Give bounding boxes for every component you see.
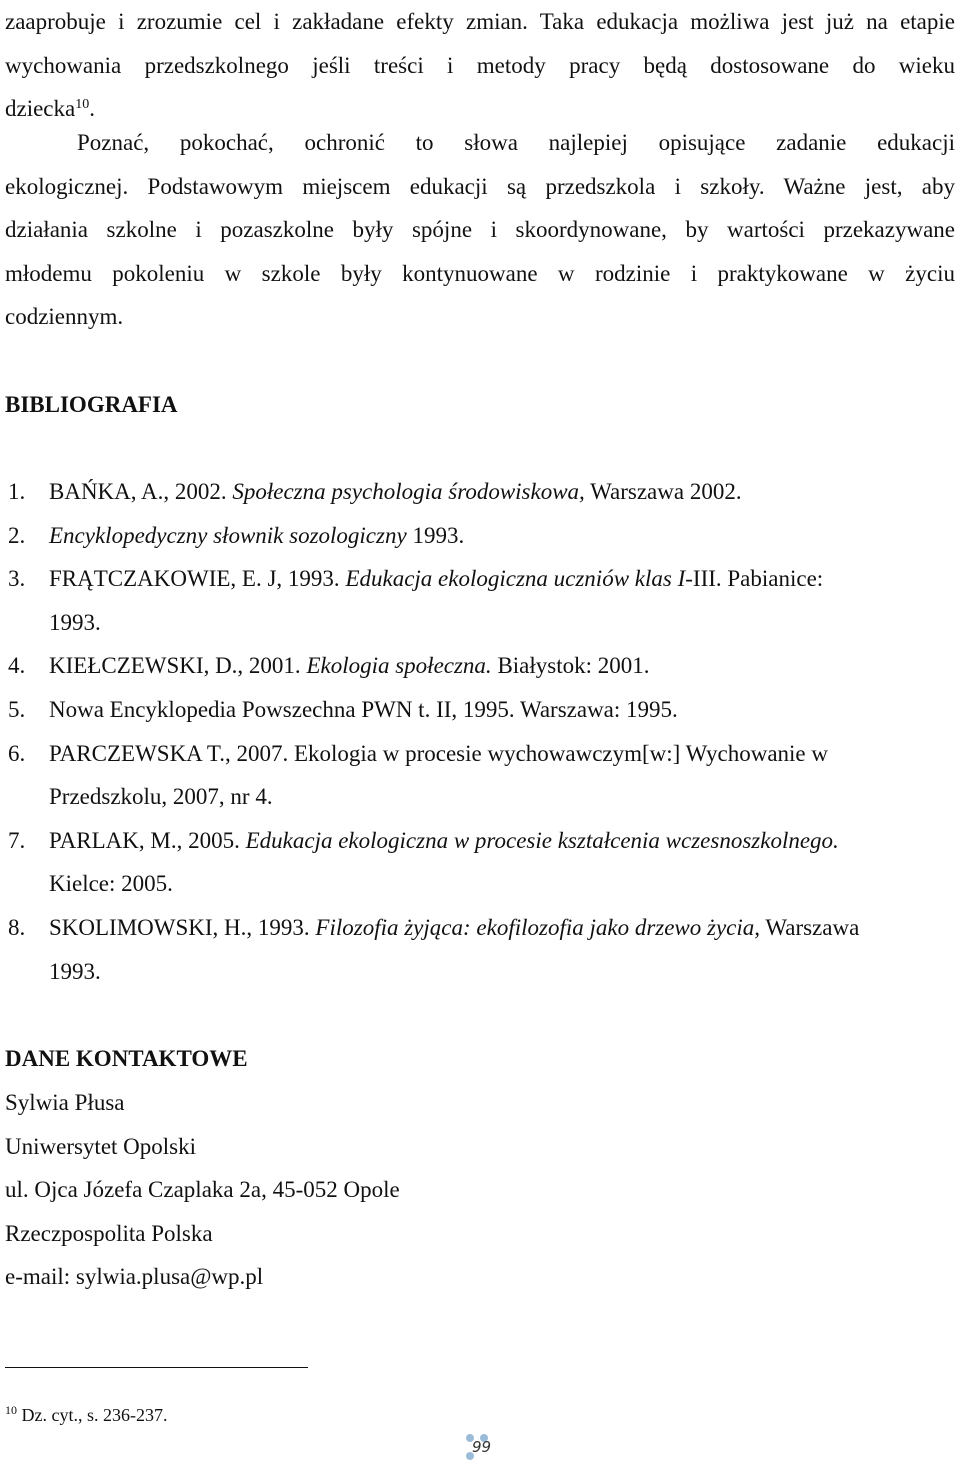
paragraph-line: ekologicznej. Podstawowym miejscem edukacji są przedszkola i szkoły. Ważne jest, aby: [5, 173, 955, 199]
paragraph-line: wychowania przedszkolnego jeśli treści i metody pracy będą dostosowane do wieku: [5, 52, 955, 78]
bibliography-item-line: [49, 644, 955, 688]
bibliography-item-line: [49, 906, 955, 950]
paragraph-line: Poznać, pokochać, ochronić to słowa najlepiej opisujące zadanie edukacji: [77, 130, 955, 155]
bibliography-item-line: [49, 688, 955, 732]
contact-address: ul. Ojca Józefa Czaplaka 2a, 45-052 Opole: [5, 1177, 400, 1203]
bibliography-item: [5, 906, 955, 993]
bibliography-item-number: 6.: [8, 740, 26, 766]
bibliography-item-number: 7.: [8, 827, 26, 853]
bibliography-title: Edukacja ekologiczna uczniów klas I: [345, 566, 686, 592]
bibliography-item-number: 3.: [8, 566, 26, 592]
bibliography-item: [5, 819, 955, 906]
bibliography-text: Przedszkolu, 2007, nr 4.: [49, 784, 273, 810]
paragraph-line: młodemu pokoleniu w szkole były kontynuowane w rodzinie i praktykowane w życiu: [5, 260, 955, 286]
bibliography-list: [5, 470, 955, 993]
paragraph-line: zaaprobuje i zrozumie cel i zakładane efekty zmian. Taka edukacja możliwa jest już na etapie: [5, 9, 955, 34]
bibliography-item-line: [49, 514, 955, 558]
bibliography-text: -III. Pabianice:: [685, 566, 824, 592]
bibliography-item: [5, 557, 955, 644]
bibliography-item: [5, 644, 955, 688]
bibliography-text: Warszawa 2002.: [584, 479, 742, 504]
paragraph-line-text: dziecka: [5, 96, 76, 122]
contact-heading: DANE KONTAKTOWE: [5, 1046, 248, 1071]
paragraph-ecology-education: [5, 121, 955, 339]
bibliography-item: [5, 514, 955, 558]
bibliography-heading: BIBLIOGRAFIA: [5, 392, 178, 417]
bibliography-item-line: [49, 775, 955, 819]
bibliography-item-number: 1.: [8, 479, 26, 504]
bibliography-text: PARCZEWSKA T., 2007. Ekologia w procesie wychowawczym[w:] Wychowanie w: [49, 740, 828, 766]
contact-email[interactable]: e-mail: sylwia.plusa@wp.pl: [5, 1264, 264, 1290]
bibliography-item-line: [49, 470, 955, 514]
contact-institution: Uniwersytet Opolski: [5, 1133, 197, 1159]
footnote-text: Dz. cyt., s. 236-237.: [17, 1405, 168, 1425]
footnote-mark: 10: [5, 1403, 17, 1417]
contact-name: Sylwia Płusa: [5, 1090, 125, 1115]
bibliography-text: Kielce: 2005.: [49, 871, 173, 897]
bibliography-item-line: [49, 950, 955, 994]
bibliography-item-number: 2.: [8, 522, 26, 548]
footnote: [5, 1403, 167, 1427]
paragraph-continuation: [5, 0, 955, 131]
footnote-separator: [5, 1367, 308, 1368]
bibliography-title: Encyklopedyczny słownik sozologiczny: [49, 522, 407, 548]
bibliography-text: FRĄTCZAKOWIE, E. J, 1993.: [49, 566, 346, 592]
bibliography-item-number: 4.: [8, 653, 26, 679]
bibliography-title: Filozofia żyjąca: ekofilozofia jako drzewo życia,: [315, 914, 761, 940]
bibliography-item: [5, 470, 955, 514]
bibliography-item-number: 5.: [8, 696, 26, 722]
bibliography-title: Społeczna psychologia środowiskowa,: [232, 479, 585, 504]
bibliography-text: Warszawa: [760, 914, 860, 940]
bibliography-text: Białystok: 2001.: [491, 653, 650, 679]
bibliography-text: PARLAK, M., 2005.: [49, 827, 246, 853]
bibliography-item: [5, 732, 955, 819]
bibliography-item-line: [49, 557, 955, 601]
paragraph-line: codziennym.: [5, 304, 124, 330]
contact-block: [5, 1081, 400, 1299]
bibliography-item-line: [49, 601, 955, 645]
bibliography-text: SKOLIMOWSKI, H., 1993.: [49, 914, 316, 940]
bibliography-text: 1993.: [49, 958, 101, 984]
bibliography-title: Edukacja ekologiczna w procesie kształcenia wczesnoszkolnego.: [245, 827, 839, 853]
paragraph-line-tail: .: [89, 96, 95, 122]
bibliography-text: Nowa Encyklopedia Powszechna PWN t. II, 1995. Warszawa: 1995.: [49, 696, 678, 722]
bibliography-item-number: 8.: [8, 914, 26, 940]
contact-country: Rzeczpospolita Polska: [5, 1220, 213, 1246]
bibliography-text: 1993.: [406, 522, 465, 548]
footnote-reference[interactable]: 10: [75, 97, 90, 113]
bibliography-item-line: [49, 732, 955, 776]
bibliography-text: KIEŁCZEWSKI, D., 2001.: [49, 653, 307, 679]
bibliography-title: Ekologia społeczna.: [306, 653, 492, 679]
bibliography-text: BAŃKA, A., 2002.: [49, 479, 233, 504]
page-number: 99: [472, 1438, 492, 1456]
paragraph-line: działania szkolne i pozaszkolne były spójne i skoordynowane, by wartości przekazywane: [5, 217, 955, 243]
bibliography-item-line: [49, 862, 955, 906]
bibliography-text: 1993.: [49, 609, 101, 635]
bibliography-item: [5, 688, 955, 732]
bibliography-item-line: [49, 819, 955, 863]
